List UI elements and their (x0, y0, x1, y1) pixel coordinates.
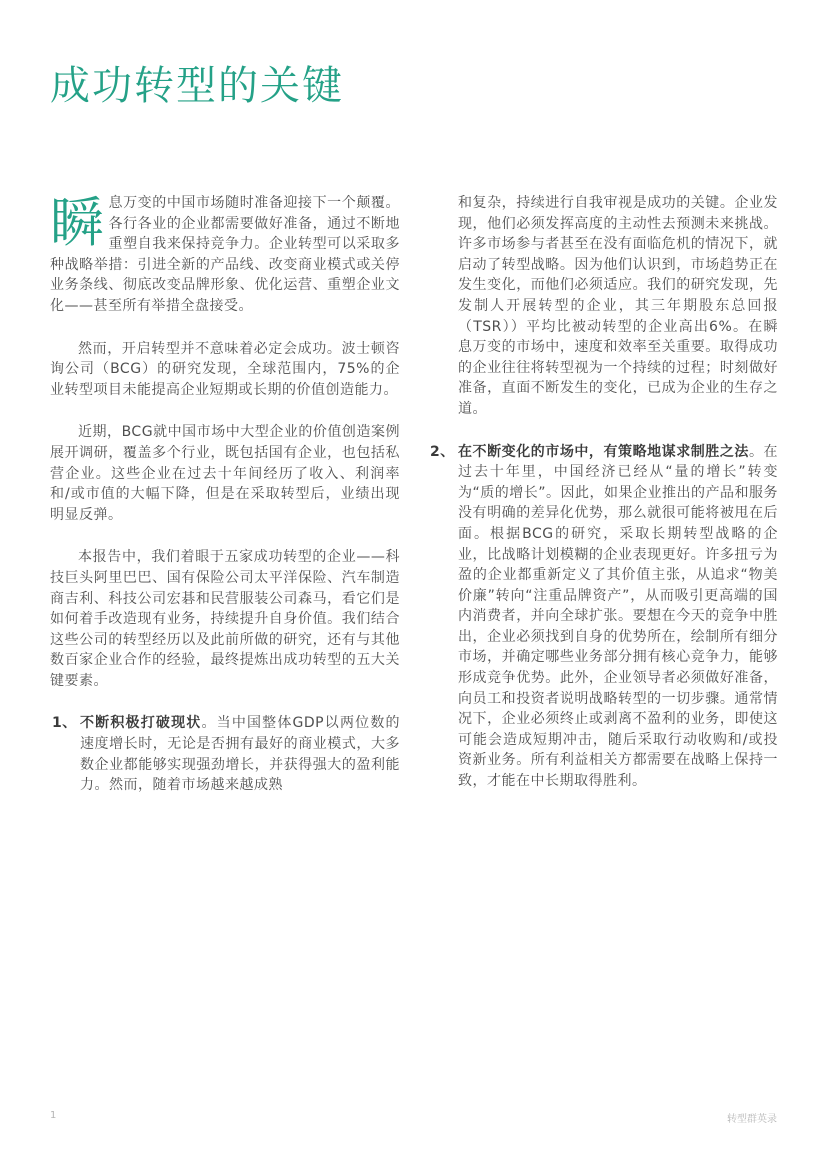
key-item-2-text: 。在过去十年里，中国经济已经从“量的增长”转变为“质的增长”。因此，如果企业推出的产品和服务没有明确的差异化优势，那么就很可能将被甩在后面。根据BCG的研究，采取长期转型战略的企业，比战略计划模糊的企业表现更好。许多扭亏为盈的企业都重新定义了其价值主张，从追求“物美价廉”转向“注重品牌资产”，从而吸引更高端的国内消费者，并向全球扩张。要想在今天的竞争中胜出，企业必须找到自身的优势所在，绘制所有细分市场，并确定哪些业务部分拥有核心竞争力，能够形成竞争优势。此外，企业领导者必须做好准备，向员工和投资者说明战略转型的一切步骤。通常情况下，企业必须终止或剥离不盈利的业务，即使这可能会造成短期冲击，随后采取行动收购和/或投资新业务。所有利益相关方都需要在战略上保持一致，才能在中长期取得胜利。 (458, 443, 779, 790)
drop-cap: 瞬 (50, 191, 105, 254)
paragraph-2: 然而，开启转型并不意味着必定会成功。波士顿咨询公司（BCG）的研究发现，全球范围内，75%的企业转型项目未能提高企业短期或长期的价值创造能力。 (50, 340, 400, 398)
page-title: 成功转型的关键 (50, 63, 344, 109)
key-item-1-text: 。当中国整体GDP以两位数的速度增长时，无论是否拥有最好的商业模式，大多数企业都能够实现强劲增长，并获得强大的盈利能力。然而，随着市场越来越成熟 (80, 715, 401, 794)
intro-paragraph (50, 193, 400, 317)
paragraph-3: 近期，BCG就中国市场中大型企业的价值创造案例展开调研，覆盖多个行业，既包括国有企业，也包括私营企业。这些企业在过去十年间经历了收入、利润率和/或市值的大幅下降，但是在采取转型后，业绩出现明显反弹。 (50, 424, 400, 523)
intro-text: 息万变的中国市场随时准备迎接下一个颠覆。各行各业的企业都需要做好准备，通过不断地重塑自我来保持竞争力。企业转型可以采取多种战略举措：引进全新的产品线、改变商业模式或关停业务条线、彻底改变品牌形象、优化运营、重塑企业文化——甚至所有举措全盘接受。 (50, 195, 400, 314)
key-item-1-continued: 和复杂，持续进行自我审视是成功的关键。企业发现，他们必须发挥高度的主动性去预测未来挑战。许多市场参与者甚至在没有面临危机的情况下，就启动了转型战略。因为他们认识到，市场趋势正在发生变化，而他们必须适应。我们的研究发现，先发制人开展转型的企业，其三年期股东总回报（TSR））平均比被动转型的企业高出6%。在瞬息万变的市场中，速度和效率至关重要。取得成功的企业往往将转型视为一个持续的过程；时刻做好准备，直面不断发生的变化，已成为企业的生存之道。 (458, 195, 778, 417)
key-item-1 (50, 713, 400, 795)
page-number: 1 (50, 1110, 57, 1121)
right-column (428, 193, 778, 814)
footer-doc-title: 转型群英录 (727, 1114, 777, 1125)
paragraph-4: 本报告中，我们着眼于五家成功转型的企业——科技巨头阿里巴巴、国有保险公司太平洋保险、汽车制造商吉利、科技公司宏碁和民营服装公司森马，看它们是如何着手改造现有业务，持续提升自身价值。我们结合这些公司的转型经历以及此前所做的研究，还有与其他数百家企业合作的经验，最终提炼出成功转型的五大关键要素。 (50, 549, 400, 689)
key-item-2 (428, 442, 778, 792)
key-item-2-number: 2、 (430, 443, 455, 460)
key-item-1-heading: 不断积极打破现状 (80, 715, 202, 732)
left-column (50, 193, 400, 818)
key-item-1-number: 1、 (52, 715, 77, 732)
key-item-2-heading: 在不断变化的市场中，有策略地谋求制胜之法 (458, 443, 749, 460)
